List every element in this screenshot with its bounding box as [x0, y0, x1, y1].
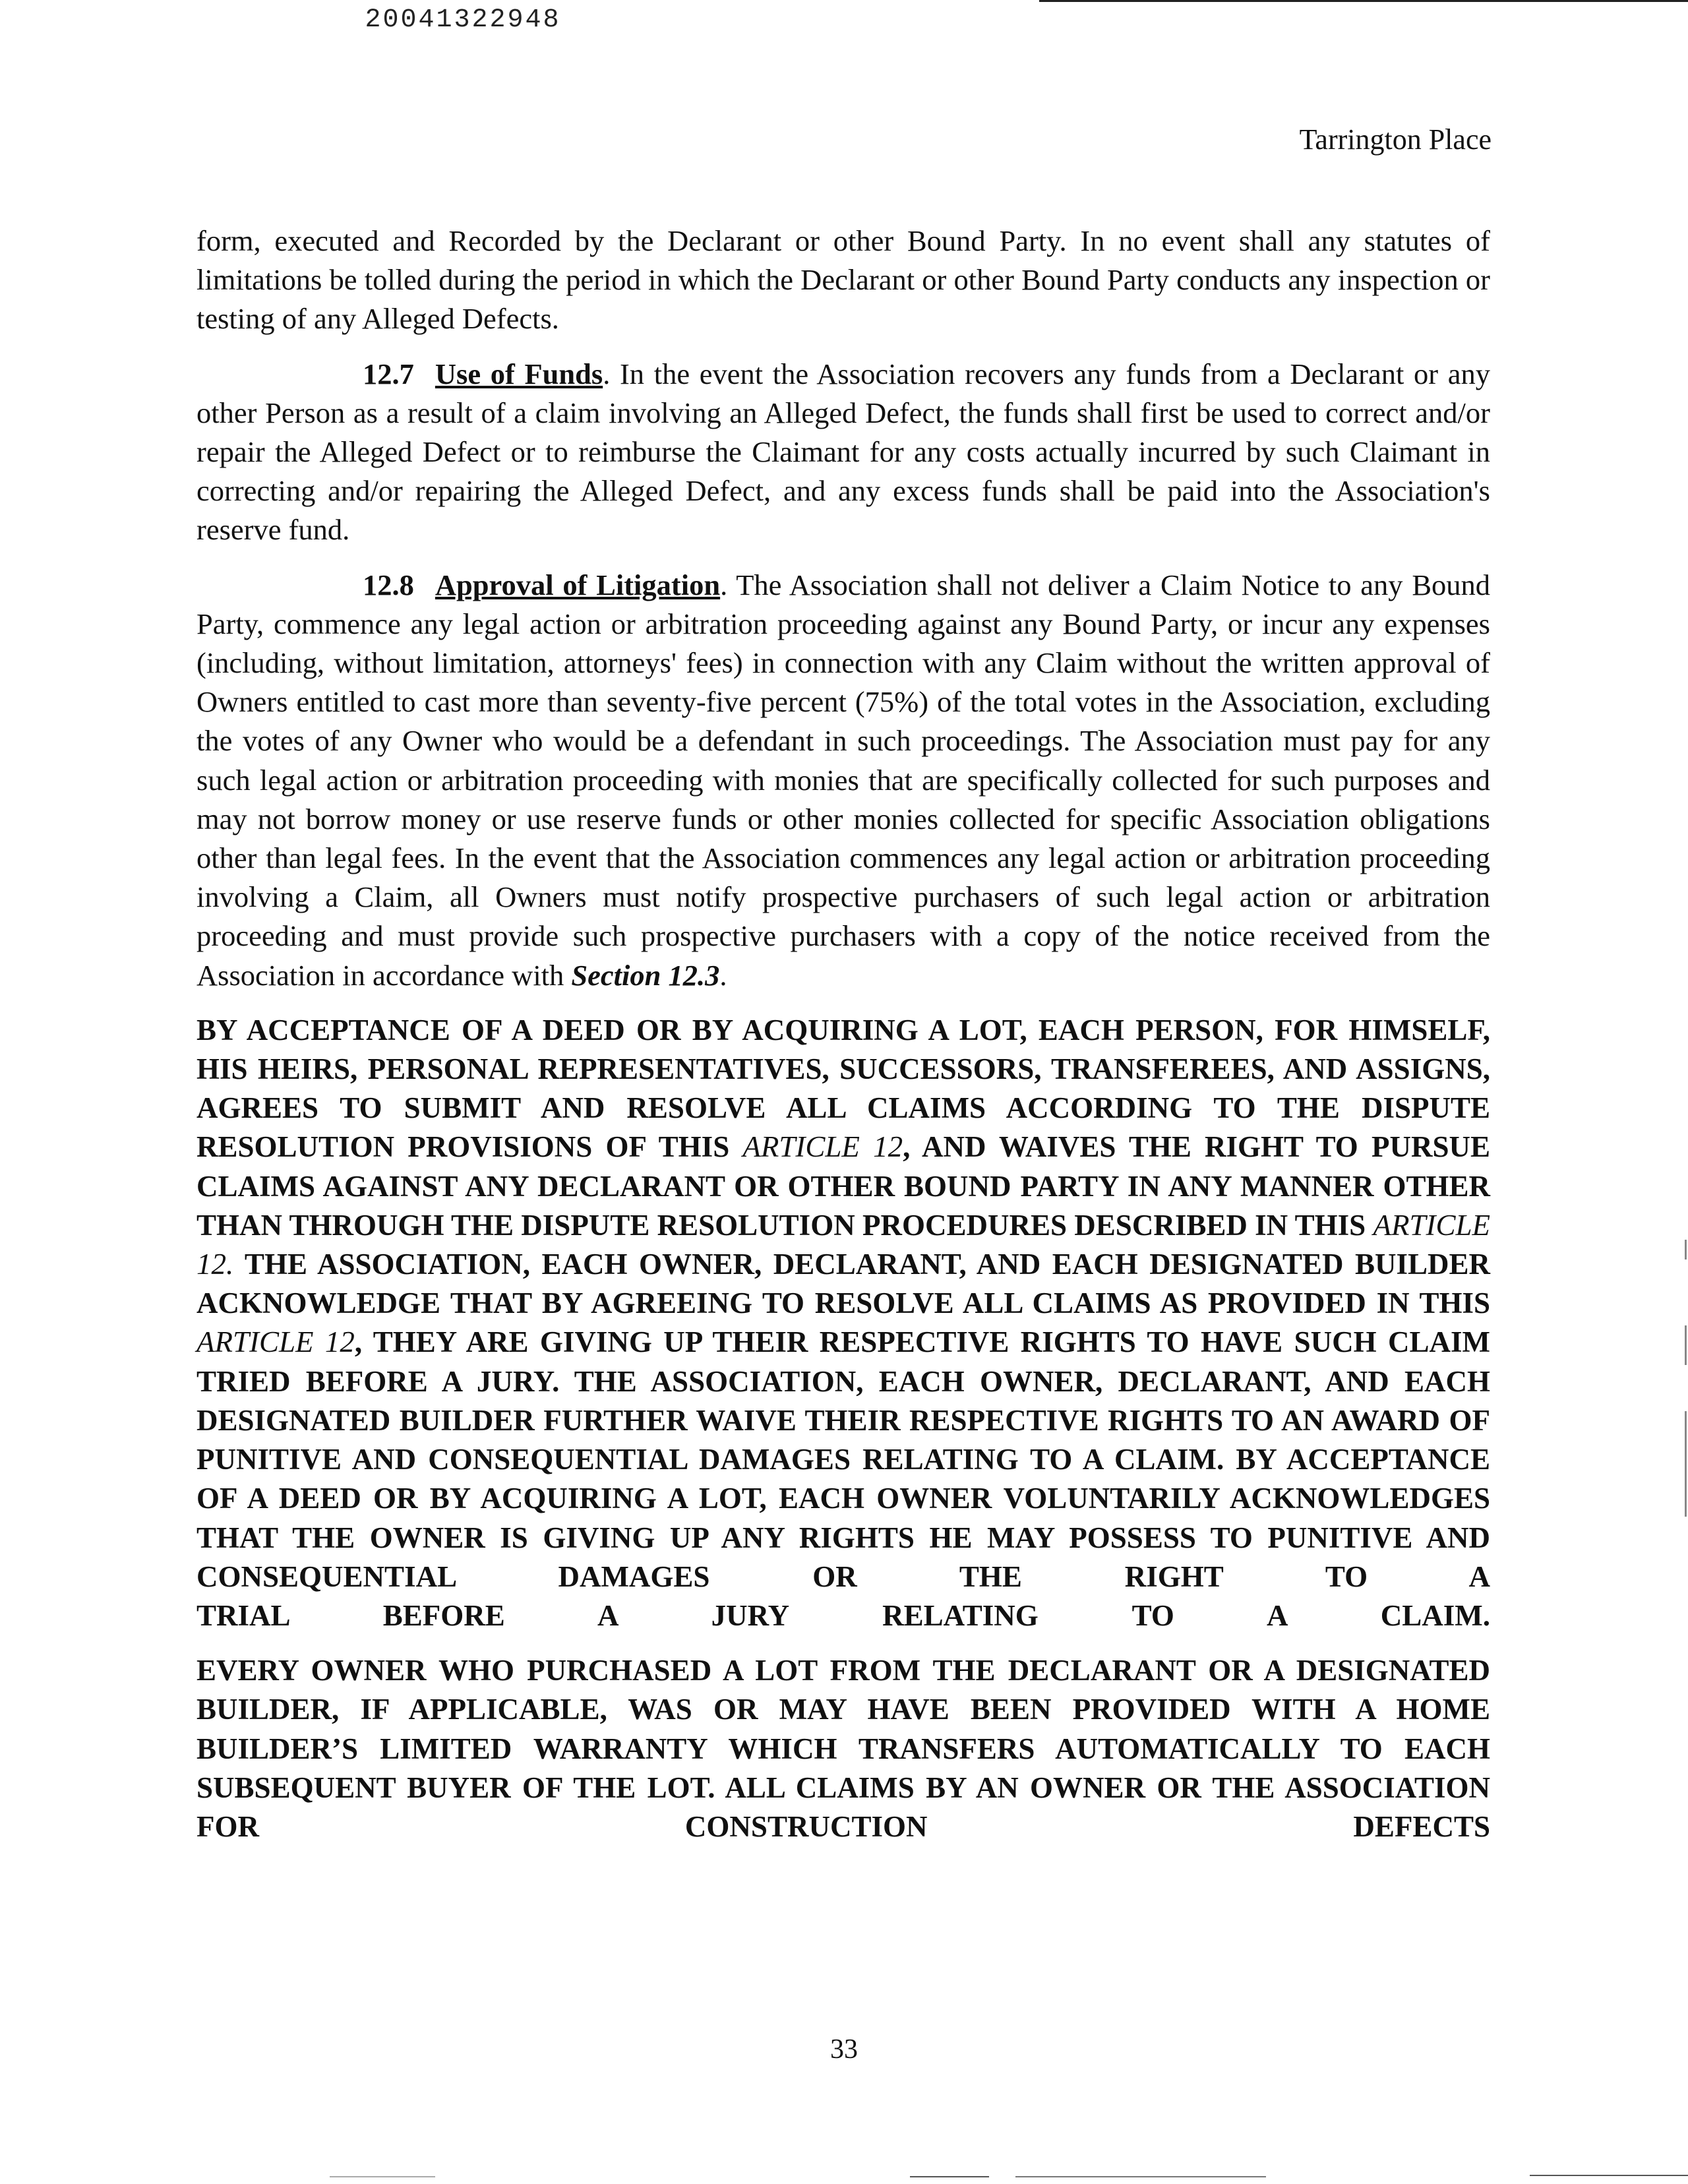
warranty-notice: EVERY OWNER WHO PURCHASED A LOT FROM THE DECLARANT OR A DESIGNATED BUILDER, IF APPLICABLE, WAS OR MAY HAVE BEEN PROVIDED WITH A HOME BUILDER’S LIMITED WARRANTY WHICH TRANSFERS AUTOMATICALLY TO EACH SUBSEQUENT BUYER OF THE LOT. ALL CLAIMS BY AN OWNER OR THE ASSOCIATION FOR CONSTRUCTION DEFECTS	[196, 1654, 1490, 1843]
article-reference: ARTICLE 12	[742, 1130, 903, 1164]
section-12-8	[196, 566, 1490, 995]
notice-text: , AND WAIVES THE RIGHT TO PURSUE CLAIMS AGAINST ANY DECLARANT OR OTHER BOUND PARTY IN ANY MANNER OTHER THAN THROUGH THE DISPUTE RESOLUTION PROCEDURES DESCRIBED IN THIS	[196, 1130, 1490, 1242]
section-title: Use of Funds	[435, 357, 603, 390]
notice-last-line: TRIAL BEFORE A JURY RELATING TO A CLAIM.	[196, 1598, 1490, 1632]
section-end: .	[719, 958, 727, 992]
scan-artifacts	[0, 2171, 1688, 2184]
notice-text: BY ACCEPTANCE OF A DEED OR BY ACQUIRING A LOT, EACH PERSON, FOR HIMSELF, HIS HEIRS, PERSONAL REPRESENTATIVES, SUCCESSORS, TRANSFEREES, AND ASSIGNS, AGREES TO SUBMIT AND RESOLVE ALL CLAIMS ACCORDING TO THE DISPUTE RESOLUTION PROVISIONS OF THIS	[196, 1013, 1490, 1164]
paragraph-continuation: form, executed and Recorded by the Declarant or other Bound Party. In no event shall any statutes of limitations be tolled during the period in which the Declarant or other Bound Party conducts any inspection or testing of any Alleged Defects.	[196, 224, 1490, 336]
scan-mark	[1015, 2176, 1266, 2177]
article-reference: ARTICLE 12	[196, 1325, 355, 1359]
section-text: . The Association shall not deliver a Claim Notice to any Bound Party, commence any legal action or arbitration proceeding against any Bound Party, or incur any expenses (including, without limitation, attorneys' fees) in connection with any Claim without the written approval of Owners entitled to cast more than seventy-five percent (75%) of the total votes in the Association, excluding the votes of any Owner who would be a defendant in such proceedings. The Association must pay for any such legal action or arbitration proceeding with monies that are specifically collected for such purposes and may not borrow money or use reserve funds or other monies collected for specific Association obligations other than legal fees. In the event that the Association commences any legal action or arbitration proceeding involving a Claim, all Owners must notify prospective purchasers of such legal action or arbitration proceeding and must provide such prospective purchasers with a copy of the notice received from the Association in accordance with	[196, 568, 1490, 992]
running-header: Tarrington Place	[1299, 123, 1492, 156]
scan-mark	[1530, 2175, 1688, 2176]
scan-edge-mark	[1685, 1325, 1687, 1365]
scan-mark	[910, 2176, 989, 2177]
section-number: 12.8	[363, 568, 414, 601]
scan-edge-mark	[1685, 1240, 1687, 1259]
section-reference: Section 12.3	[571, 958, 720, 992]
section-title: Approval of Litigation	[435, 568, 721, 601]
recording-number: 20041322948	[365, 5, 561, 35]
scan-edge-mark	[1685, 1411, 1687, 1517]
page-number: 33	[830, 2034, 858, 2065]
document-body	[196, 222, 1490, 1862]
notice-text: , THEY ARE GIVING UP THEIR RESPECTIVE RIGHTS TO HAVE SUCH CLAIM TRIED BEFORE A JURY. THE ASSOCIATION, EACH OWNER, DECLARANT, AND EACH DESIGNATED BUILDER FURTHER WAIVE THEIR RESPECTIVE RIGHTS TO AN AWARD OF PUNITIVE AND CONSEQUENTIAL DAMAGES RELATING TO A CLAIM. BY ACCEPTANCE OF A DEED OR BY ACQUIRING A LOT, EACH OWNER VOLUNTARILY ACKNOWLEDGES THAT THE OWNER IS GIVING UP ANY RIGHTS HE MAY POSSESS TO PUNITIVE AND CONSEQUENTIAL DAMAGES OR THE RIGHT TO A	[196, 1325, 1490, 1593]
section-number: 12.7	[363, 357, 414, 390]
jury-waiver-notice	[196, 1011, 1490, 1635]
notice-text: THE ASSOCIATION, EACH OWNER, DECLARANT, AND EACH DESIGNATED BUILDER ACKNOWLEDGE THAT BY AGREEING TO RESOLVE ALL CLAIMS AS PROVIDED IN THIS	[196, 1248, 1490, 1320]
section-12-7	[196, 355, 1490, 550]
scan-mark	[330, 2176, 435, 2177]
section-text: . In the event the Association recovers any funds from a Declarant or any other Person as a result of a claim involving an Alleged Defect, the funds shall first be used to correct and/or repair the Alleged Defect or to reimburse the Claimant for any costs actually incurred by such Claimant in correcting and/or repairing the Alleged Defect, and any excess funds shall be paid into the Association's reserve fund.	[196, 357, 1490, 547]
top-edge-rule	[1039, 0, 1688, 2]
article-reference: ARTICLE 12.	[196, 1208, 1490, 1281]
